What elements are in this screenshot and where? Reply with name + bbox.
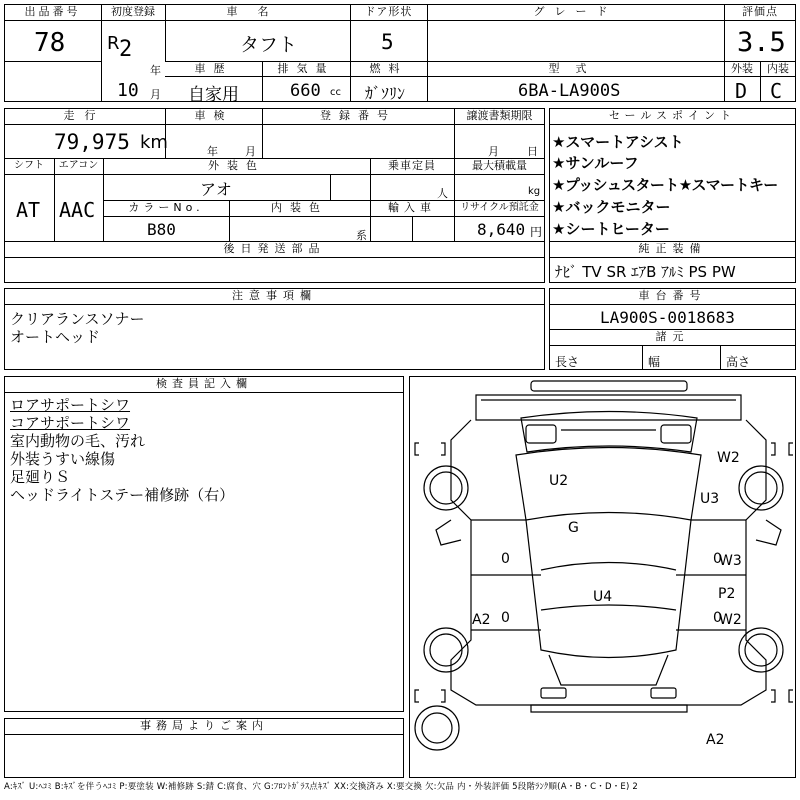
damage-mark: U4 bbox=[593, 589, 613, 605]
note-line: クリアランスソナー bbox=[10, 310, 145, 328]
damage-mark: U3 bbox=[700, 491, 720, 507]
damage-mark: A2 bbox=[706, 732, 725, 748]
car-name-label: 車名 bbox=[226, 5, 289, 18]
model-label: 型式 bbox=[548, 62, 603, 75]
color-number-label: カラーNo. bbox=[128, 201, 204, 214]
lot-label: 出品番号 bbox=[24, 5, 81, 18]
note-line: オートヘッド bbox=[10, 328, 101, 346]
fuel-label: 燃料 bbox=[369, 62, 408, 75]
damage-mark: W3 bbox=[719, 553, 742, 569]
width-label: 幅 bbox=[648, 355, 661, 369]
sales-point: ★バックモニター bbox=[552, 198, 671, 216]
model-code: 6BA-LA900S bbox=[518, 81, 621, 101]
damage-mark: W2 bbox=[717, 450, 740, 466]
later-parts-label: 後日発送部品 bbox=[223, 242, 326, 255]
displacement: 660 bbox=[290, 81, 321, 101]
damage-mark: 0 bbox=[713, 551, 722, 567]
transfer-label: 譲渡書類期限 bbox=[466, 109, 533, 122]
interior-score: C bbox=[770, 79, 783, 103]
sales-point: ★シートヒーター bbox=[552, 220, 670, 238]
fuel-value: ｶﾞｿﾘﾝ bbox=[365, 84, 406, 103]
interior-label: 内装 bbox=[767, 62, 789, 75]
grade-label: グレード bbox=[533, 5, 618, 18]
legend-footnote: A:ｷｽﾞ U:ﾍｺﾐ B:ｷｽﾞを伴うﾍｺﾐ P:要塗装 W:補修跡 S:錆 C:腐食、穴 G:ﾌﾛﾝﾄｶﾞﾗｽ点ｷｽﾞ XX:交換済み X:要交換 欠:欠品 内・外装評価 5段階ﾗﾝｸ順(A・B・C・D・E) 2 bbox=[4, 782, 639, 792]
aircon-label: エアコン bbox=[58, 160, 99, 171]
inspector-line: ヘッドライトステー補修跡（右） bbox=[10, 486, 235, 504]
import-label: 輸入車 bbox=[388, 201, 436, 214]
car-name: タフト bbox=[240, 34, 298, 56]
capacity-label: 乗車定員 bbox=[388, 159, 436, 172]
registration-label: 初度登録 bbox=[111, 5, 155, 18]
inspector-line: 足廻りＳ bbox=[10, 468, 71, 486]
sales-point: ★プッシュスタート★スマートキー bbox=[552, 176, 778, 194]
door-label: ドア形状 bbox=[364, 5, 413, 18]
body-color-label: 外装色 bbox=[208, 159, 265, 172]
reg-year: 2 bbox=[119, 37, 133, 62]
damage-mark: 0 bbox=[713, 610, 722, 626]
equipment-label: 純正装備 bbox=[638, 242, 707, 255]
inspector-line: 外装うすい線傷 bbox=[10, 450, 116, 468]
damage-mark: A2 bbox=[472, 612, 491, 628]
mileage-label: 走行 bbox=[63, 109, 106, 122]
plate-label: 登録番号 bbox=[320, 109, 396, 122]
recycle-fee: 8,640 bbox=[477, 220, 526, 239]
color-number: B80 bbox=[147, 220, 176, 239]
damage-mark: G bbox=[568, 520, 579, 536]
lot-number: 78 bbox=[34, 28, 66, 58]
length-label: 長さ bbox=[555, 355, 580, 369]
damage-mark: W2 bbox=[719, 612, 742, 628]
inspector-line: 室内動物の毛、汚れ bbox=[10, 432, 146, 450]
damage-mark: 0 bbox=[501, 610, 510, 626]
recycle-label: リサイクル預託金 bbox=[460, 202, 539, 213]
inspector-line: コアサポートシワ bbox=[10, 414, 131, 432]
overall-score: 3.5 bbox=[737, 27, 786, 58]
car-diagram bbox=[410, 377, 795, 777]
sales-point: ★サンルーフ bbox=[552, 154, 639, 172]
inspector-label: 検査員記入欄 bbox=[156, 377, 252, 390]
door-count: 5 bbox=[381, 30, 394, 54]
equipment-list: ﾅﾋﾞ TV SR ｴｱB ｱﾙﾐ PS PW bbox=[555, 263, 736, 281]
aircon-value: AAC bbox=[59, 198, 96, 222]
history-value: 自家用 bbox=[188, 85, 239, 105]
shift-value: AT bbox=[16, 198, 41, 222]
inspection-label: 車検 bbox=[194, 109, 233, 122]
reg-month: 10 bbox=[117, 80, 139, 101]
history-label: 車歴 bbox=[194, 62, 233, 75]
spec-label: 諸元 bbox=[655, 330, 690, 343]
interior-color-label: 内装色 bbox=[271, 201, 328, 214]
chassis-number: LA900S-0018683 bbox=[600, 308, 735, 327]
era: R bbox=[107, 33, 120, 54]
shift-label: シフト bbox=[14, 160, 44, 171]
score-label: 評価点 bbox=[742, 5, 778, 18]
damage-mark: P2 bbox=[718, 586, 736, 602]
body-color: アオ bbox=[200, 180, 232, 199]
damage-mark: U2 bbox=[549, 473, 569, 489]
chassis-label: 車台番号 bbox=[638, 289, 707, 302]
mileage: 79,975 bbox=[54, 130, 130, 154]
damage-diagram bbox=[409, 376, 796, 778]
notes-label: 注意事項欄 bbox=[232, 289, 317, 302]
max-load-label: 最大積載量 bbox=[472, 159, 527, 172]
displacement-label: 排気量 bbox=[277, 62, 335, 75]
damage-mark: 0 bbox=[501, 551, 510, 567]
sales-points-label: セールスポイント bbox=[608, 109, 736, 122]
office-label: 事務局よりご案内 bbox=[140, 719, 268, 732]
height-label: 高さ bbox=[726, 355, 751, 369]
inspector-line: ロアサポートシワ bbox=[10, 396, 131, 414]
sales-point: ★スマートアシスト bbox=[552, 133, 684, 151]
exterior-score: D bbox=[735, 79, 748, 103]
exterior-label: 外装 bbox=[731, 62, 753, 75]
